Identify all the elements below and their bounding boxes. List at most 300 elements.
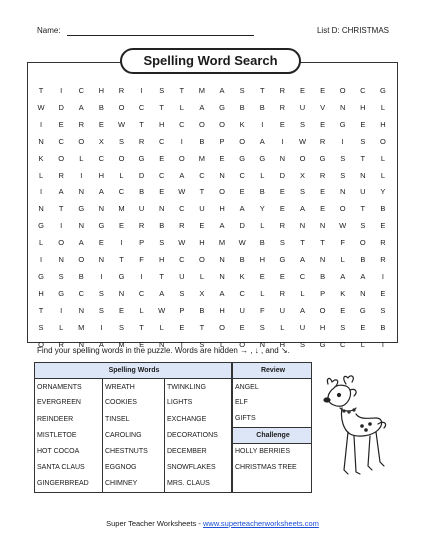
- grid-letter[interactable]: G: [259, 153, 266, 163]
- grid-letter[interactable]: O: [199, 255, 205, 265]
- grid-letter[interactable]: D: [279, 170, 286, 180]
- grid-letter[interactable]: R: [58, 170, 64, 180]
- grid-letter[interactable]: H: [38, 288, 44, 298]
- grid-letter[interactable]: B: [360, 255, 366, 265]
- grid-letter[interactable]: G: [98, 221, 105, 231]
- grid-letter[interactable]: M: [118, 204, 125, 214]
- grid-letter[interactable]: C: [179, 119, 185, 129]
- grid-letter[interactable]: P: [179, 305, 185, 315]
- grid-letter[interactable]: K: [38, 153, 44, 163]
- grid-letter[interactable]: O: [58, 153, 65, 163]
- grid-letter[interactable]: R: [279, 102, 286, 112]
- grid-letter[interactable]: O: [380, 136, 386, 146]
- grid-letter[interactable]: C: [118, 187, 125, 197]
- grid-letter[interactable]: S: [360, 136, 366, 146]
- grid-letter[interactable]: C: [58, 136, 64, 146]
- grid-letter[interactable]: R: [118, 86, 125, 95]
- grid-letter[interactable]: I: [60, 86, 63, 95]
- grid-letter[interactable]: I: [100, 322, 103, 332]
- name-label: Name:: [37, 26, 61, 35]
- grid-letter[interactable]: A: [360, 271, 366, 281]
- grid-letter[interactable]: C: [138, 102, 145, 112]
- grid-letter[interactable]: T: [159, 271, 164, 281]
- grid-letter[interactable]: S: [360, 221, 366, 231]
- grid-letter[interactable]: H: [219, 204, 225, 214]
- grid-letter[interactable]: N: [58, 255, 64, 265]
- grid-letter[interactable]: A: [98, 187, 104, 197]
- grid-letter[interactable]: O: [178, 153, 185, 163]
- grid-letter[interactable]: L: [179, 102, 184, 112]
- grid-letter[interactable]: E: [360, 119, 366, 129]
- grid-letter[interactable]: V: [320, 102, 326, 112]
- grid-letter[interactable]: N: [360, 170, 366, 180]
- grid-letter[interactable]: O: [239, 339, 246, 349]
- grid-letter[interactable]: E: [118, 221, 124, 231]
- grid-letter[interactable]: N: [340, 187, 346, 197]
- grid-letter[interactable]: N: [78, 305, 84, 315]
- grid-letter[interactable]: N: [98, 255, 105, 265]
- grid-letter[interactable]: O: [38, 339, 44, 349]
- grid-letter[interactable]: M: [118, 339, 125, 349]
- grid-letter[interactable]: G: [38, 271, 44, 281]
- grid-letter[interactable]: B: [139, 187, 145, 197]
- grid-letter[interactable]: X: [98, 136, 104, 146]
- grid-letter[interactable]: S: [179, 288, 185, 298]
- grid-letter[interactable]: W: [178, 187, 186, 197]
- review-word: ELF: [235, 399, 248, 407]
- grid-letter[interactable]: E: [279, 187, 285, 197]
- spelling-word: REINDEER: [35, 411, 103, 427]
- grid-letter[interactable]: B: [259, 238, 265, 248]
- grid-letter[interactable]: C: [239, 170, 245, 180]
- grid-letter[interactable]: A: [219, 221, 225, 231]
- grid-letter[interactable]: S: [299, 187, 305, 197]
- grid-letter[interactable]: H: [279, 339, 286, 349]
- grid-letter[interactable]: W: [178, 238, 186, 248]
- grid-letter[interactable]: M: [218, 238, 226, 248]
- grid-letter[interactable]: P: [219, 136, 225, 146]
- grid-letter[interactable]: S: [279, 238, 285, 248]
- grid-letter[interactable]: G: [359, 305, 366, 315]
- grid-letter[interactable]: N: [279, 153, 286, 163]
- grid-letter[interactable]: W: [298, 136, 307, 146]
- grid-letter[interactable]: S: [159, 238, 165, 248]
- grid-letter[interactable]: G: [219, 102, 225, 112]
- grid-letter[interactable]: T: [199, 322, 205, 332]
- grid-letter[interactable]: X: [299, 170, 305, 180]
- grid-letter[interactable]: O: [239, 136, 246, 146]
- grid-letter[interactable]: E: [239, 187, 245, 197]
- grid-letter[interactable]: O: [219, 322, 225, 332]
- grid-letter[interactable]: E: [380, 288, 386, 298]
- grid-letter[interactable]: H: [259, 255, 265, 265]
- grid-letter[interactable]: R: [380, 255, 386, 265]
- grid-letter[interactable]: R: [138, 221, 145, 231]
- grid-letter[interactable]: H: [199, 238, 205, 248]
- grid-letter[interactable]: T: [38, 305, 44, 315]
- grid-letter[interactable]: I: [80, 170, 83, 180]
- grid-letter[interactable]: L: [300, 288, 305, 298]
- grid-letter[interactable]: O: [78, 136, 85, 146]
- grid-letter[interactable]: A: [78, 238, 84, 248]
- grid-letter[interactable]: B: [239, 255, 245, 265]
- grid-letter[interactable]: E: [139, 339, 145, 349]
- grid-letter[interactable]: E: [98, 119, 104, 129]
- grid-letter[interactable]: E: [320, 187, 326, 197]
- grid-letter[interactable]: R: [319, 136, 326, 146]
- grid-letter[interactable]: R: [319, 170, 326, 180]
- grid-letter[interactable]: O: [219, 119, 225, 129]
- grid-letter[interactable]: D: [239, 221, 245, 231]
- grid-letter[interactable]: L: [340, 255, 345, 265]
- grid-letter[interactable]: N: [78, 187, 84, 197]
- grid-letter[interactable]: E: [279, 271, 285, 281]
- grid-letter[interactable]: U: [239, 305, 245, 315]
- grid-letter[interactable]: G: [319, 339, 326, 349]
- grid-letter[interactable]: C: [199, 170, 205, 180]
- grid-letter[interactable]: A: [58, 187, 64, 197]
- grid-letter[interactable]: A: [259, 136, 265, 146]
- grid-letter[interactable]: A: [98, 339, 104, 349]
- grid-letter[interactable]: C: [360, 86, 366, 95]
- grid-letter[interactable]: S: [340, 153, 346, 163]
- grid-letter[interactable]: E: [199, 221, 205, 231]
- grid-letter[interactable]: N: [360, 288, 366, 298]
- grid-letter[interactable]: E: [279, 119, 285, 129]
- grid-letter[interactable]: I: [40, 187, 43, 197]
- grid-letter[interactable]: C: [98, 153, 105, 163]
- grid-letter[interactable]: B: [380, 204, 386, 214]
- grid-letter[interactable]: K: [239, 271, 245, 281]
- grid-letter[interactable]: O: [199, 119, 205, 129]
- grid-letter[interactable]: A: [179, 170, 185, 180]
- spelling-word: ORNAMENTS: [35, 379, 103, 395]
- grid-letter[interactable]: Y: [259, 204, 265, 214]
- grid-letter[interactable]: U: [299, 322, 306, 332]
- grid-letter[interactable]: N: [78, 221, 84, 231]
- grid-letter[interactable]: N: [219, 255, 225, 265]
- grid-letter[interactable]: I: [261, 119, 264, 129]
- grid-letter[interactable]: I: [281, 136, 284, 146]
- grid-letter[interactable]: U: [299, 102, 306, 112]
- grid-letter[interactable]: P: [139, 238, 145, 248]
- grid-letter[interactable]: C: [179, 204, 185, 214]
- grid-letter[interactable]: O: [118, 153, 125, 163]
- grid-letter[interactable]: G: [58, 288, 65, 298]
- grid-letter[interactable]: G: [239, 153, 246, 163]
- grid-letter[interactable]: E: [159, 153, 165, 163]
- grid-letter[interactable]: O: [359, 238, 366, 248]
- grid-letter[interactable]: N: [159, 204, 165, 214]
- grid-letter[interactable]: K: [239, 119, 245, 129]
- grid-letter[interactable]: G: [38, 221, 44, 231]
- grid-letter[interactable]: M: [198, 153, 206, 163]
- grid-letter[interactable]: D: [58, 102, 64, 112]
- grid-letter[interactable]: G: [78, 204, 85, 214]
- grid-letter[interactable]: R: [279, 288, 286, 298]
- grid-letter[interactable]: C: [78, 288, 84, 298]
- grid-letter[interactable]: T: [360, 153, 366, 163]
- grid-letter[interactable]: L: [280, 322, 285, 332]
- grid-letter[interactable]: I: [140, 271, 143, 281]
- grid-letter[interactable]: E: [259, 271, 265, 281]
- grid-letter[interactable]: I: [120, 238, 123, 248]
- grid-letter[interactable]: A: [219, 86, 225, 95]
- grid-letter[interactable]: S: [159, 86, 165, 95]
- grid-letter[interactable]: L: [380, 170, 386, 180]
- grid-letter[interactable]: U: [138, 204, 145, 214]
- grid-letter[interactable]: N: [98, 204, 105, 214]
- grid-letter[interactable]: T: [159, 102, 164, 112]
- grid-letter[interactable]: H: [360, 102, 366, 112]
- grid-letter[interactable]: A: [299, 305, 305, 315]
- grid-letter[interactable]: B: [98, 102, 104, 112]
- grid-letter[interactable]: N: [259, 339, 265, 349]
- grid-letter[interactable]: S: [118, 136, 124, 146]
- grid-letter[interactable]: W: [37, 102, 45, 112]
- grid-letter[interactable]: G: [339, 119, 346, 129]
- grid-letter[interactable]: T: [179, 339, 185, 349]
- grid-letter[interactable]: N: [159, 339, 165, 349]
- spelling-word: DECEMBER: [165, 443, 232, 459]
- grid-letter[interactable]: T: [360, 204, 366, 214]
- grid-letter[interactable]: R: [138, 136, 145, 146]
- grid-letter[interactable]: E: [320, 119, 326, 129]
- grid-letter[interactable]: N: [319, 221, 326, 231]
- grid-letter[interactable]: U: [199, 204, 205, 214]
- grid-letter[interactable]: B: [239, 102, 245, 112]
- grid-letter[interactable]: S: [380, 305, 386, 315]
- grid-letter[interactable]: L: [380, 153, 386, 163]
- grid-letter[interactable]: I: [341, 136, 344, 146]
- grid-letter[interactable]: N: [219, 271, 225, 281]
- grid-letter[interactable]: C: [159, 170, 165, 180]
- grid-letter[interactable]: E: [340, 305, 346, 315]
- grid-letter[interactable]: T: [119, 255, 124, 265]
- grid-letter[interactable]: B: [259, 102, 265, 112]
- grid-letter[interactable]: H: [98, 170, 105, 180]
- grid-letter[interactable]: L: [260, 170, 265, 180]
- grid-letter[interactable]: I: [40, 255, 43, 265]
- grid-letter[interactable]: E: [179, 322, 185, 332]
- table-row: [35, 460, 232, 476]
- grid-letter[interactable]: E: [219, 153, 225, 163]
- grid-letter[interactable]: S: [199, 339, 205, 349]
- grid-letter[interactable]: E: [159, 187, 165, 197]
- grid-letter[interactable]: C: [78, 86, 84, 95]
- grid-letter[interactable]: T: [199, 187, 205, 197]
- grid-letter[interactable]: U: [360, 187, 366, 197]
- grid-letter[interactable]: I: [381, 271, 384, 281]
- grid-letter[interactable]: W: [158, 305, 166, 315]
- grid-letter[interactable]: G: [118, 271, 125, 281]
- grid-letter[interactable]: O: [299, 153, 306, 163]
- grid-letter[interactable]: E: [279, 204, 285, 214]
- grid-letter[interactable]: N: [340, 102, 346, 112]
- grid-letter[interactable]: E: [320, 204, 326, 214]
- grid-letter[interactable]: R: [279, 221, 286, 231]
- grid-letter[interactable]: T: [38, 86, 44, 95]
- grid-letter[interactable]: L: [119, 170, 124, 180]
- grid-letter[interactable]: S: [38, 322, 44, 332]
- spelling-word: MISTLETOE: [35, 427, 103, 443]
- grid-letter[interactable]: F: [259, 305, 265, 315]
- spelling-word: HOT COCOA: [35, 443, 103, 459]
- grid-letter[interactable]: I: [180, 136, 183, 146]
- grid-letter[interactable]: S: [98, 305, 104, 315]
- grid-letter[interactable]: N: [38, 136, 44, 146]
- grid-letter[interactable]: N: [78, 339, 84, 349]
- grid-letter[interactable]: S: [118, 322, 124, 332]
- grid-letter[interactable]: T: [320, 238, 325, 248]
- grid-letter[interactable]: L: [360, 339, 365, 349]
- grid-letter[interactable]: E: [360, 322, 366, 332]
- grid-letter[interactable]: O: [58, 238, 65, 248]
- grid-letter[interactable]: S: [299, 119, 305, 129]
- grid-letter[interactable]: E: [98, 238, 104, 248]
- grid-letter[interactable]: U: [279, 305, 286, 315]
- grid-letter[interactable]: M: [78, 322, 85, 332]
- grid-letter[interactable]: C: [340, 339, 346, 349]
- grid-letter[interactable]: E: [299, 86, 305, 95]
- grid-letter[interactable]: U: [179, 271, 185, 281]
- grid-letter[interactable]: A: [299, 204, 305, 214]
- grid-letter[interactable]: B: [199, 136, 205, 146]
- grid-letter[interactable]: R: [279, 86, 286, 95]
- grid-letter[interactable]: O: [219, 187, 225, 197]
- grid-letter[interactable]: A: [340, 271, 346, 281]
- grid-letter[interactable]: B: [199, 305, 205, 315]
- grid-letter[interactable]: N: [219, 170, 225, 180]
- grid-letter[interactable]: B: [259, 187, 265, 197]
- grid-letter[interactable]: L: [38, 170, 44, 180]
- grid-letter[interactable]: I: [60, 305, 63, 315]
- grid-letter[interactable]: O: [118, 102, 125, 112]
- grid-letter[interactable]: T: [259, 86, 265, 95]
- name-line[interactable]: [67, 35, 254, 36]
- grid-letter[interactable]: O: [339, 86, 346, 95]
- grid-letter[interactable]: O: [319, 305, 326, 315]
- grid-letter[interactable]: T: [300, 238, 305, 248]
- grid-letter[interactable]: I: [60, 221, 63, 231]
- grid-letter[interactable]: L: [139, 305, 144, 315]
- footer-link[interactable]: www.superteacherworksheets.com: [202, 519, 319, 528]
- grid-letter[interactable]: C: [138, 288, 145, 298]
- grid-letter[interactable]: S: [299, 339, 305, 349]
- grid-letter[interactable]: W: [238, 238, 246, 248]
- grid-letter[interactable]: H: [219, 305, 225, 315]
- grid-letter[interactable]: S: [239, 86, 245, 95]
- grid-letter[interactable]: B: [380, 322, 386, 332]
- grid-letter[interactable]: C: [239, 288, 245, 298]
- grid-letter[interactable]: N: [299, 221, 306, 231]
- grid-letter[interactable]: A: [199, 102, 205, 112]
- grid-letter[interactable]: H: [98, 86, 105, 95]
- grid-letter[interactable]: L: [199, 271, 205, 281]
- grid-letter[interactable]: A: [239, 204, 245, 214]
- grid-letter[interactable]: E: [118, 305, 124, 315]
- grid-letter[interactable]: E: [380, 221, 386, 231]
- grid-letter[interactable]: D: [138, 170, 145, 180]
- grid-letter[interactable]: I: [381, 339, 384, 349]
- grid-letter[interactable]: B: [320, 271, 326, 281]
- grid-letter[interactable]: P: [320, 288, 326, 298]
- grid-letter[interactable]: L: [159, 322, 164, 332]
- grid-letter[interactable]: F: [340, 238, 345, 248]
- grid-letter[interactable]: N: [38, 204, 44, 214]
- table-row: [35, 476, 232, 492]
- grid-letter[interactable]: E: [320, 86, 326, 95]
- grid-letter[interactable]: S: [340, 170, 346, 180]
- grid-letter[interactable]: B: [78, 271, 84, 281]
- grid-letter[interactable]: T: [179, 86, 185, 95]
- grid-letter[interactable]: L: [79, 153, 84, 163]
- grid-letter[interactable]: S: [259, 322, 265, 332]
- grid-letter[interactable]: L: [260, 288, 265, 298]
- grid-letter[interactable]: C: [299, 271, 306, 281]
- grid-letter[interactable]: H: [159, 119, 165, 129]
- grid-letter[interactable]: R: [78, 119, 84, 129]
- grid-letter[interactable]: A: [159, 288, 165, 298]
- grid-letter[interactable]: G: [380, 86, 386, 95]
- grid-letter[interactable]: G: [138, 153, 145, 163]
- grid-letter[interactable]: L: [38, 238, 44, 248]
- grid-letter[interactable]: W: [339, 221, 347, 231]
- grid-letter[interactable]: R: [380, 238, 386, 248]
- grid-letter[interactable]: B: [159, 221, 165, 231]
- grid-letter[interactable]: L: [59, 322, 64, 332]
- grid-letter[interactable]: F: [139, 255, 144, 265]
- grid-letter[interactable]: G: [279, 255, 286, 265]
- grid-letter[interactable]: I: [100, 271, 103, 281]
- grid-letter[interactable]: E: [239, 322, 245, 332]
- grid-letter[interactable]: S: [340, 322, 346, 332]
- grid-letter[interactable]: M: [198, 86, 206, 95]
- grid-letter[interactable]: W: [117, 119, 126, 129]
- grid-letter[interactable]: C: [179, 255, 185, 265]
- grid-letter[interactable]: A: [299, 255, 305, 265]
- grid-letter[interactable]: O: [339, 204, 346, 214]
- grid-letter[interactable]: L: [260, 221, 265, 231]
- grid-letter[interactable]: Y: [380, 187, 386, 197]
- grid-letter[interactable]: G: [319, 153, 326, 163]
- grid-letter[interactable]: R: [58, 339, 64, 349]
- grid-letter[interactable]: T: [139, 322, 144, 332]
- grid-letter[interactable]: S: [58, 271, 64, 281]
- grid-letter[interactable]: T: [139, 119, 144, 129]
- grid-letter[interactable]: N: [319, 255, 326, 265]
- grid-letter[interactable]: L: [380, 102, 386, 112]
- grid-letter[interactable]: H: [380, 119, 386, 129]
- grid-letter[interactable]: N: [118, 288, 125, 298]
- grid-letter[interactable]: K: [340, 288, 346, 298]
- grid-letter[interactable]: H: [159, 255, 165, 265]
- grid-letter[interactable]: I: [140, 86, 143, 95]
- grid-letter[interactable]: H: [319, 322, 326, 332]
- grid-letter[interactable]: L: [219, 339, 225, 349]
- grid-letter[interactable]: S: [98, 288, 104, 298]
- grid-letter[interactable]: C: [159, 136, 165, 146]
- grid-letter[interactable]: A: [78, 102, 84, 112]
- spelling-word: SNOWFLAKES: [165, 460, 232, 476]
- grid-letter[interactable]: R: [179, 221, 185, 231]
- grid-letter[interactable]: E: [58, 119, 64, 129]
- grid-letter[interactable]: T: [58, 204, 64, 214]
- grid-letter[interactable]: O: [78, 255, 85, 265]
- grid-letter[interactable]: A: [219, 288, 225, 298]
- grid-letter[interactable]: I: [40, 119, 43, 129]
- grid-letter[interactable]: X: [199, 288, 205, 298]
